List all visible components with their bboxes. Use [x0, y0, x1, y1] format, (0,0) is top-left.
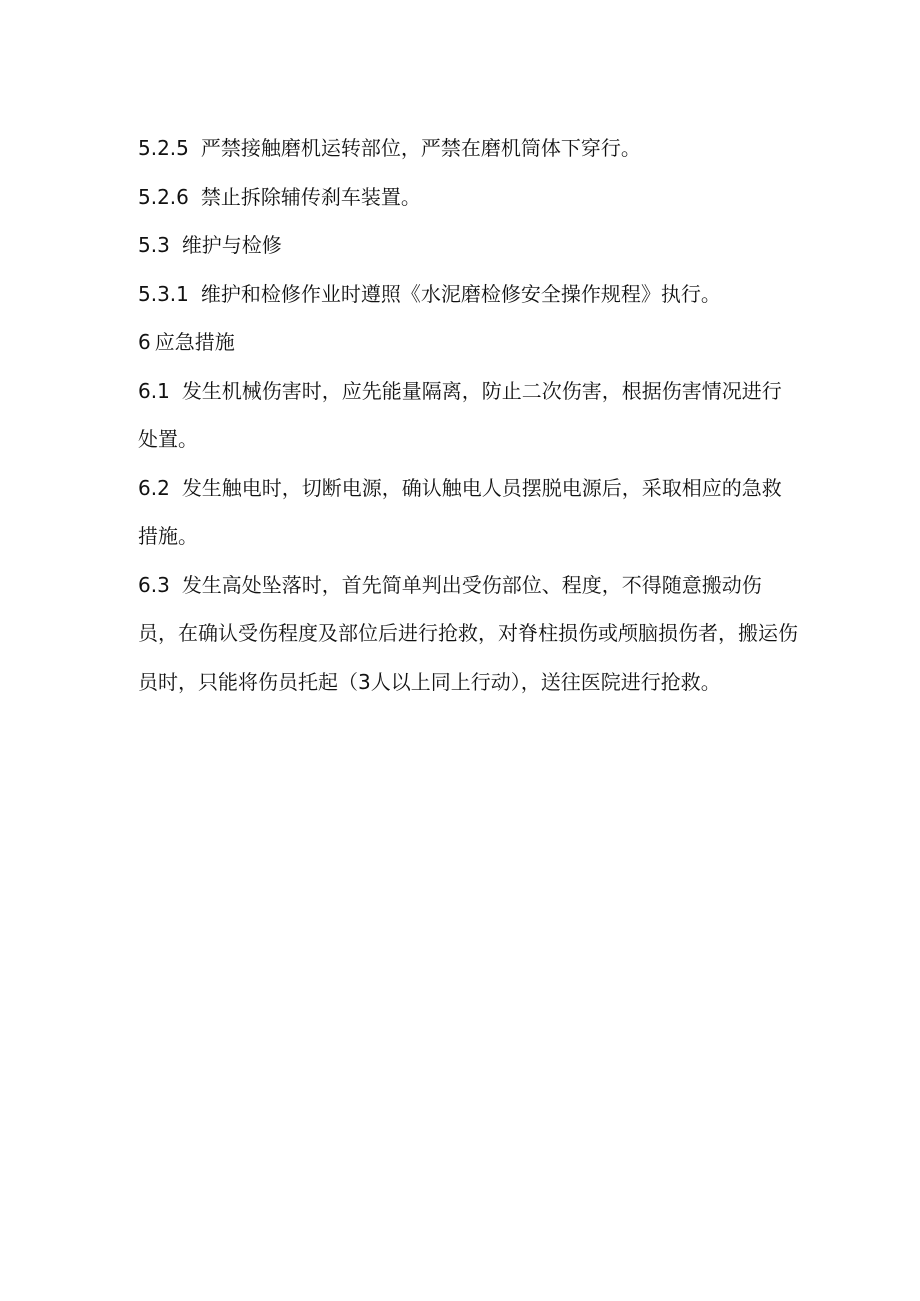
clause-text: 严禁接触磨机运转部位，严禁在磨机筒体下穿行。: [200, 136, 641, 160]
clause-text: 发生触电时，切断电源，确认触电人员摆脱电源后，采取相应的急救措施。: [138, 475, 782, 548]
clause-text: 发生机械伤害时，应先能量隔离，防止二次伤害，根据伤害情况进行处置。: [138, 378, 782, 451]
clause-number: 5.2.5: [138, 136, 189, 160]
clause-text: 发生高处坠落时，首先简单判出受伤部位、程度，不得随意搬动伤员，在确认受伤程度及部位后进行抢救，对脊柱损伤或颅脑损伤者，搬运伤员时，只能将伤员托起（3人以上同上行动），送往医院进行抢救。: [138, 572, 798, 694]
clause-number: 6.2: [138, 475, 170, 500]
document-body: [138, 124, 798, 706]
clause-6-3: [138, 561, 798, 707]
clause-5-2-6: [138, 173, 798, 222]
clause-number: 6.1: [138, 378, 170, 403]
section-title: 维护与检修: [181, 233, 282, 257]
clause-text: 禁止拆除辅传刹车装置。: [200, 184, 421, 209]
clause-5-3-1: [138, 270, 798, 319]
section-5-3-heading: [138, 221, 798, 270]
clause-6-1: [138, 367, 798, 464]
clause-number: 5.3.1: [138, 281, 189, 306]
section-6-heading: [138, 318, 798, 367]
clause-6-2: [138, 464, 798, 561]
clause-number: 5.2.6: [138, 184, 189, 209]
clause-5-2-5: [138, 124, 798, 173]
clause-text: 维护和检修作业时遵照《水泥磨检修安全操作规程》执行。: [200, 281, 721, 306]
section-number: 6: [138, 330, 151, 354]
section-number: 5.3: [138, 233, 170, 257]
section-title: 应急措施: [154, 330, 235, 354]
clause-number: 6.3: [138, 572, 170, 597]
